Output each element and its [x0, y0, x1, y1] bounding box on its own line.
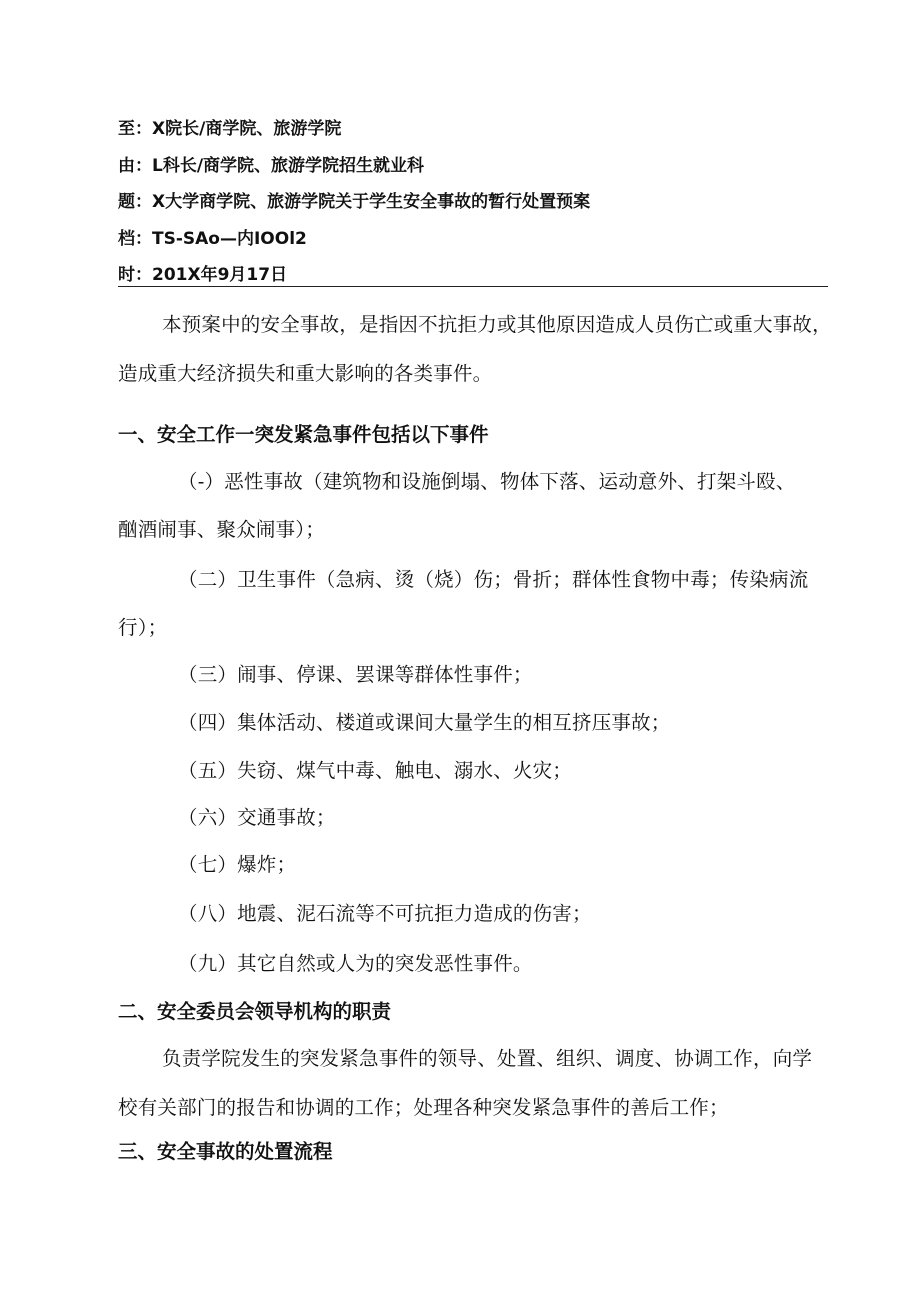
list-item-8: （八）地震、泥石流等不可抗拒力造成的伤害； [178, 902, 592, 925]
memo-header [118, 115, 828, 298]
list-item-3: （三）闹事、停课、罢课等群体性事件； [178, 663, 533, 686]
list-item-9: （九）其它自然或人为的突发恶性事件。 [178, 952, 533, 975]
memo-from: 由：L科长/商学院、旅游学院招生就业科 [118, 155, 425, 176]
list-item-7: （七）爆炸； [178, 853, 297, 876]
section-3-heading: 三、安全事故的处置流程 [118, 1140, 333, 1163]
intro-line-1: 本预案中的安全事故，是指因不抗拒力或其他原因造成人员伤亡或重大事故， [162, 313, 832, 336]
memo-divider [118, 286, 828, 287]
section-2-heading: 二、安全委员会领导机构的职责 [118, 1000, 392, 1023]
section-2-line-1: 负责学院发生的突发紧急事件的领导、处置、组织、调度、协调工作，向学 [162, 1047, 813, 1070]
memo-file-number: 档：TS-SAo—内IOOl2 [118, 228, 307, 249]
section-1-heading: 一、安全工作一突发紧急事件包括以下事件 [118, 423, 489, 446]
list-item-5: （五）失窃、煤气中毒、触电、溺水、火灾； [178, 759, 573, 782]
memo-subject: 题：X大学商学院、旅游学院关于学生安全事故的暂行处置预案 [118, 192, 591, 212]
list-item-2-continued: 行）； [118, 616, 168, 639]
memo-to: 至：X院长/商学院、旅游学院 [118, 119, 342, 139]
memo-date: 时：201X年9月17日 [118, 265, 288, 285]
list-item-1-continued: 酗酒闹事、聚众闹事）； [118, 518, 325, 541]
intro-line-2: 造成重大经济损失和重大影响的各类事件。 [118, 362, 493, 385]
list-item-4: （四）集体活动、楼道或课间大量学生的相互挤压事故； [178, 711, 671, 734]
list-item-1: （-）恶性事故（建筑物和设施倒塌、物体下落、运动意外、打架斗殴、 [178, 470, 796, 493]
list-item-6: （六）交通事故； [178, 806, 336, 829]
section-2-line-2: 校有关部门的报告和协调的工作；处理各种突发紧急事件的善后工作； [118, 1096, 729, 1119]
list-item-2: （二）卫生事件（急病、烫（烧）伤；骨折；群体性食物中毒；传染病流 [178, 568, 809, 591]
